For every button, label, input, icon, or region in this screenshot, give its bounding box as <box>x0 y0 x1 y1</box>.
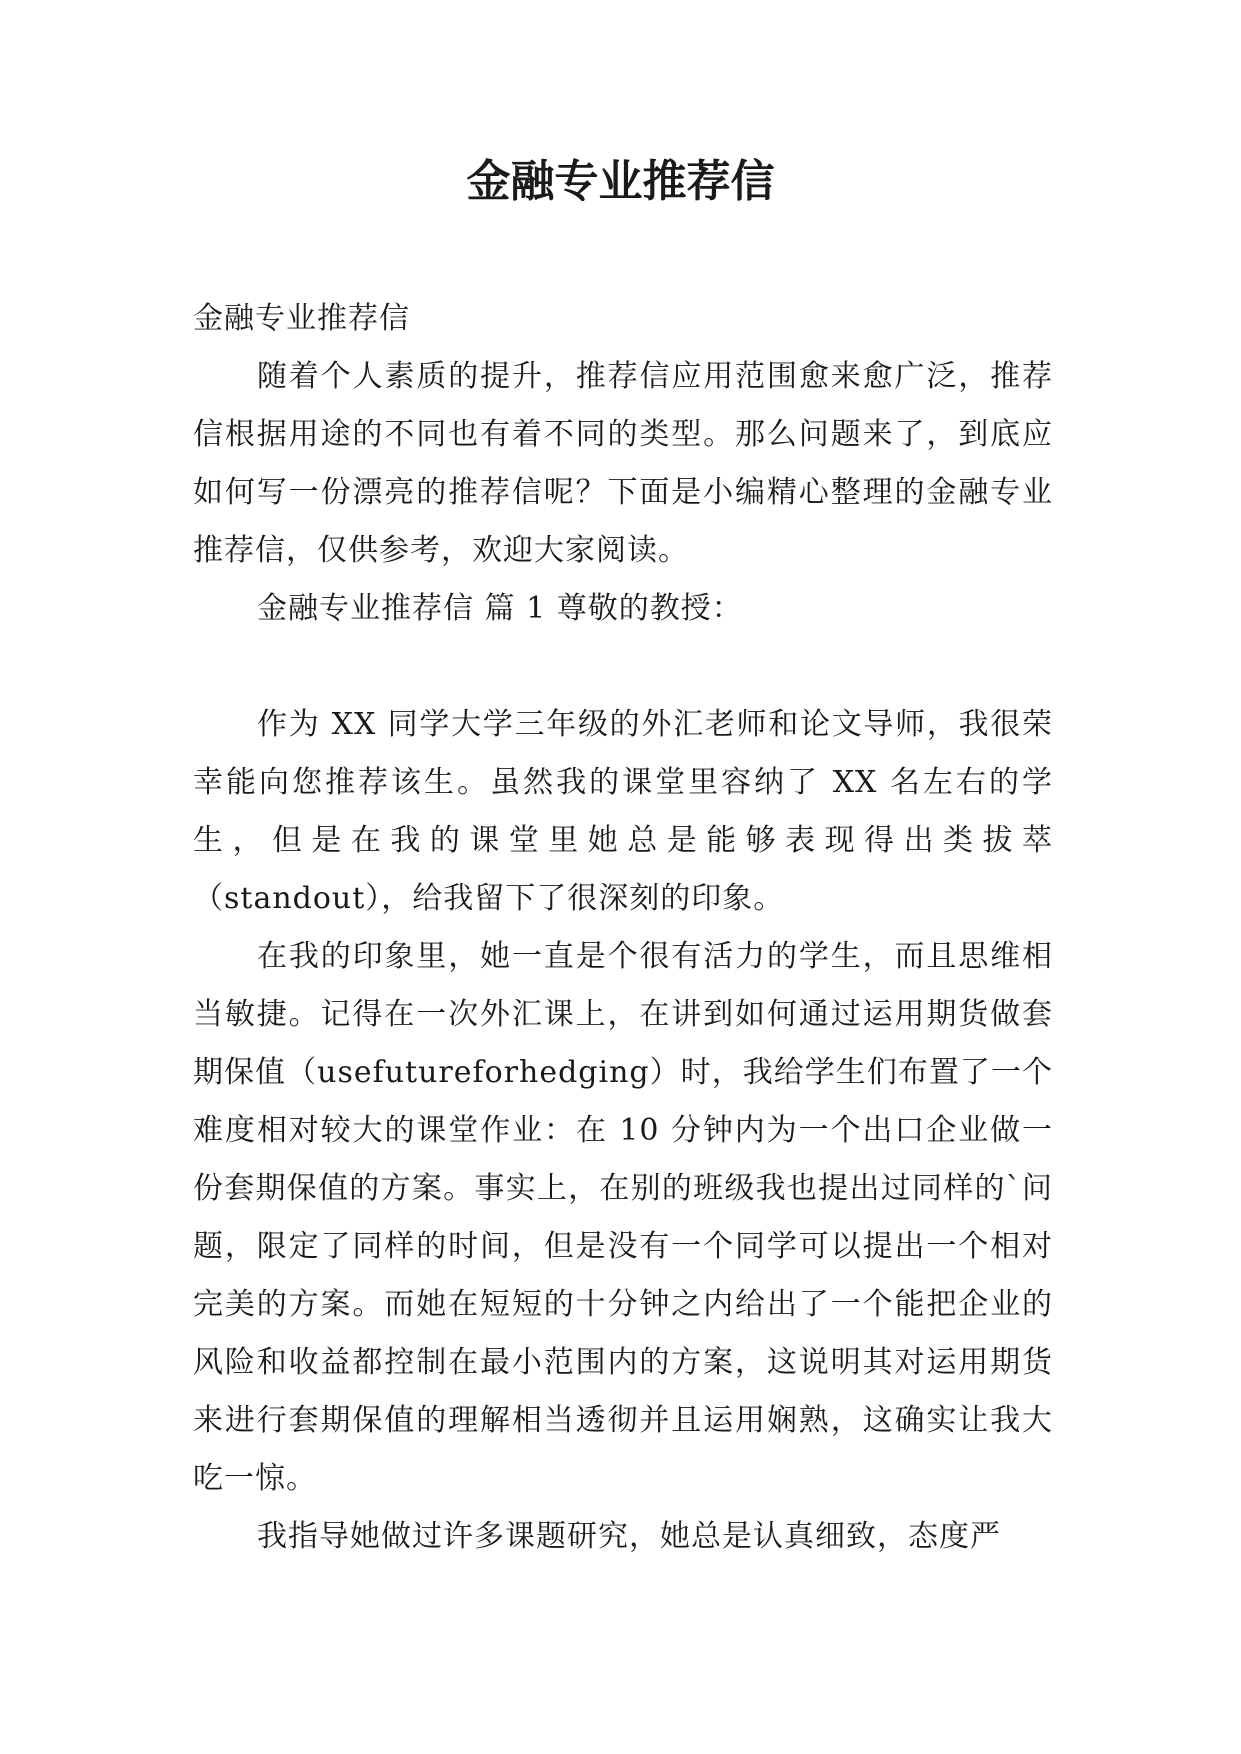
intro-paragraph: 随着个人素质的提升，推荐信应用范围愈来愈广泛，推荐信根据用途的不同也有着不同的类型。那么问题来了，到底应如何写一份漂亮的推荐信呢？下面是小编精心整理的金融专业推荐信，仅供参考，欢迎大家阅读。 <box>193 359 1053 568</box>
body-heading: 金融专业推荐信 <box>193 301 410 336</box>
body-paragraph: 作为 XX 同学大学三年级的外汇老师和论文导师，我很荣幸能向您推荐该生。虽然我的课堂里容纳了 XX 名左右的学生，但是在我的课堂里她总是能够表现得出类拔萃（standout），给我留下了很深刻的印象。 <box>193 707 1053 916</box>
document-title: 金融专业推荐信 <box>466 156 775 207</box>
document-body <box>193 290 1053 1566</box>
body-paragraph: 在我的印象里，她一直是个很有活力的学生，而且思维相当敏捷。记得在一次外汇课上，在讲到如何通过运用期货做套期保值（usefutureforhedging）时，我给学生们布置了一个难度相对较大的课堂作业：在 10 分钟内为一个出口企业做一份套期保值的方案。事实上，在别的班级我也提出过同样的`问题，限定了同样的时间，但是没有一个同学可以提出一个相对完美的方案。而她在短短的十分钟之内给出了一个能把企业的风险和收益都控制在最小范围内的方案，这说明其对运用期货来进行套期保值的理解相当透彻并且运用娴熟，这确实让我大吃一惊。 <box>193 939 1053 1496</box>
section-heading: 金融专业推荐信 篇 1 尊敬的教授： <box>257 591 743 626</box>
body-paragraph: 我指导她做过许多课题研究，她总是认真细致，态度严 <box>257 1519 1001 1554</box>
